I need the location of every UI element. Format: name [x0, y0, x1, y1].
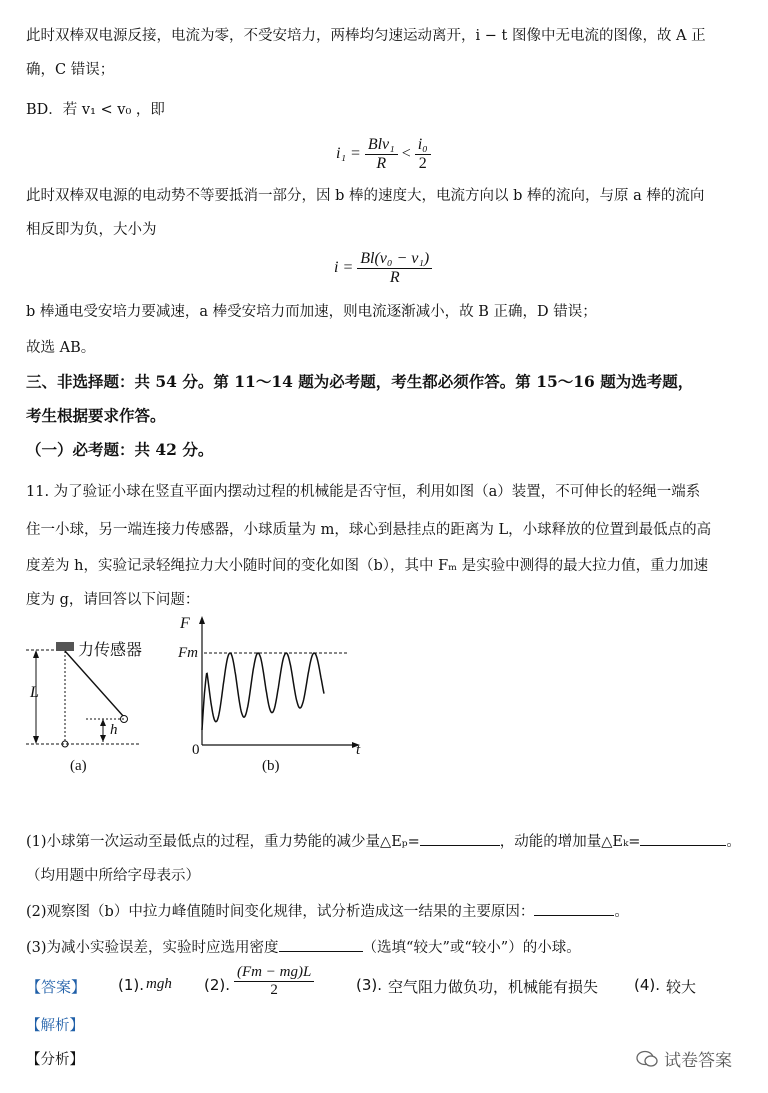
subquestion-3 [26, 938, 581, 958]
answer-3-label: (3). [356, 976, 383, 994]
solution-line: 确，C 错误； [26, 62, 115, 78]
question-line: 住一小球，另一端连接力传感器，小球质量为 m，球心到悬挂点的距离为 L，小球释放的位置到最低点的高 [26, 522, 712, 538]
wechat-icon [636, 1050, 658, 1068]
fm-label: Fm [178, 645, 198, 661]
subquestion-2 [26, 902, 629, 922]
subsection-heading: （一）必考题：共 42 分。 [26, 440, 214, 459]
solution-line: 相反即为负，大小为 [26, 222, 157, 238]
figure-b-caption: (b) [262, 758, 280, 774]
analysis-tag: 【解析】 [26, 1018, 84, 1034]
answer-tag: 【答案】 [26, 978, 87, 996]
answer-2-denominator: 2 [270, 982, 278, 998]
section-heading: 考生根据要求作答。 [26, 406, 166, 425]
answer-4-label: (4). [634, 976, 661, 994]
eq2-fraction [357, 250, 432, 287]
answer-3: 空气阻力做负功，机械能有损失 [388, 978, 599, 996]
figure-b-force-graph [190, 612, 370, 762]
answer-1: mgh [146, 976, 172, 992]
origin-label: 0 [192, 742, 200, 758]
sensor-label: 力传感器 [78, 642, 143, 659]
eq1-numerator: Blv₁ [365, 136, 398, 155]
solution-line: BD．若 v₁ < v₀ ，即 [26, 102, 165, 118]
watermark-text: 试卷答案 [664, 1051, 732, 1071]
eq1-denominator-2: 2 [418, 155, 427, 172]
answer-2-fraction [234, 964, 314, 999]
subquestion-2-end: 。 [614, 904, 629, 920]
answer-4: 较大 [666, 978, 697, 996]
eq1-numerator-2: i₀ [415, 136, 431, 155]
eq1-relation: < [401, 145, 411, 163]
solution-line: 此时双棒双电源的电动势不等要抵消一部分，因 b 棒的速度大，电流方向以 b 棒的流向，与原 a 棒的流向 [26, 188, 705, 204]
solution-line: b 棒通电受安培力要减速，a 棒受安培力而加速，则电流逐渐减小，故 B 正确，D 错误； [26, 304, 597, 320]
answer-blank[interactable] [534, 915, 614, 916]
x-axis-label: t [356, 742, 361, 758]
subquestion-1-text-b: ，动能的增加量△Eₖ= [499, 834, 641, 850]
y-axis-label: F [180, 615, 190, 632]
watermark [636, 1046, 732, 1071]
subquestion-1-end: 。 [726, 834, 741, 850]
subquestion-3-end: （选填“较大”或“较小”）的小球。 [362, 940, 581, 956]
height-label: h [110, 722, 118, 738]
question-line: 度差为 h，实验记录轻绳拉力大小随时间的变化如图（b），其中 Fₘ 是实验中测得的最大拉力值，重力加速 [26, 558, 709, 574]
analysis-section-tag: 【分析】 [26, 1052, 84, 1068]
length-label: L [30, 684, 39, 701]
answer-2-numerator: (Fm − mg)L [234, 964, 314, 982]
subquestion-2-text: (2)观察图（b）中拉力峰值随时间变化规律，试分析造成这一结果的主要原因： [26, 904, 535, 920]
subquestion-1 [26, 832, 741, 852]
eq1-denominator: R [376, 155, 387, 172]
equation-i [334, 250, 432, 287]
answer-blank[interactable] [640, 845, 726, 846]
subquestion-1-text: (1)小球第一次运动至最低点的过程，重力势能的减少量△Eₚ= [26, 834, 420, 850]
eq2-lhs: i = [334, 259, 354, 277]
question-line: 度为 g，请回答以下问题： [26, 592, 200, 608]
solution-line: 此时双棒双电源反接，电流为零，不受安培力，两棒均匀速运动离开，i − t 图像中无电流的图像，故 A 正 [26, 28, 706, 44]
eq2-denominator: R [389, 269, 400, 286]
equation-i1 [336, 136, 431, 173]
solution-line: 故选 AB。 [26, 340, 96, 356]
answer-2-label: (2). [204, 976, 231, 994]
section-heading: 三、非选择题：共 54 分。第 11～14 题为必考题，考生都必须作答。第 15～16 题为选考题， [26, 372, 694, 391]
answer-blank[interactable] [279, 951, 363, 952]
eq1-lhs: i₁ = [336, 145, 361, 163]
eq1-fraction-2 [415, 136, 431, 173]
figure-a-caption: (a) [70, 758, 87, 774]
force-curve [202, 653, 324, 730]
answer-1-label: (1). [118, 976, 145, 994]
question-line: 11. 为了验证小球在竖直平面内摆动过程的机械能是否守恒，利用如图（a）装置，不可伸长的轻绳一端系 [26, 484, 701, 500]
eq1-fraction [365, 136, 398, 173]
answer-blank[interactable] [420, 845, 500, 846]
answer-row [26, 964, 746, 1016]
eq2-numerator: Bl(v₀ − v₁) [357, 250, 432, 269]
subquestion-1-note: （均用题中所给字母表示） [26, 868, 200, 884]
subquestion-3-text: (3)为减小实验误差，实验时应选用密度 [26, 940, 279, 956]
